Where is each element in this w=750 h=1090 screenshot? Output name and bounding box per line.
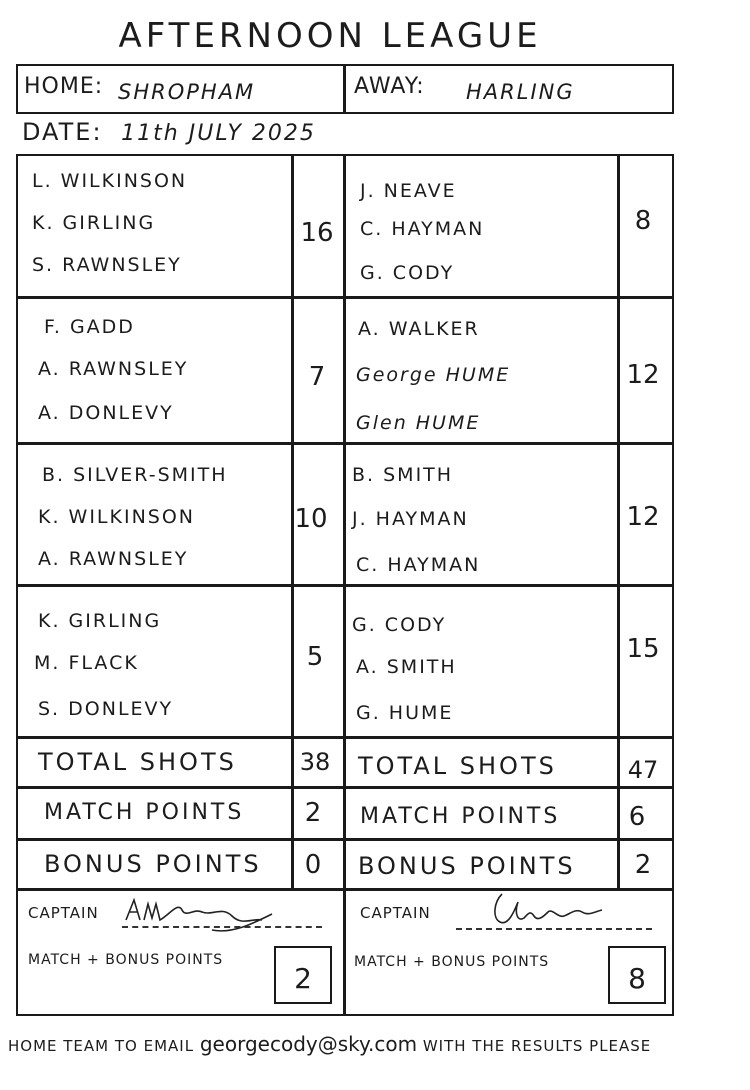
footer-text-after: WITH THE RESULTS PLEASE — [417, 1037, 652, 1055]
match-date — [22, 118, 316, 146]
away-player: C. HAYMAN — [356, 554, 481, 576]
home-player: K. GIRLING — [32, 212, 156, 234]
home-bonus-points-label: BONUS POINTS — [44, 850, 262, 878]
home-player: A. RAWNSLEY — [38, 548, 189, 570]
away-bonus-points: 2 — [634, 850, 652, 880]
away-points-label: MATCH + BONUS POINTS — [354, 954, 550, 970]
away-rink-score: 8 — [634, 206, 652, 236]
home-final-points-value: 2 — [294, 962, 312, 995]
date-label: DATE: — [22, 118, 103, 146]
home-player: S. DONLEVY — [38, 698, 174, 720]
page-title: AFTERNOON LEAGUE — [118, 16, 542, 56]
home-team: SHROPHAM — [118, 80, 256, 104]
home-player: K. WILKINSON — [38, 506, 196, 528]
home-rink-score: 10 — [294, 504, 328, 534]
home-rink-score: 7 — [308, 362, 326, 392]
home-player: A. RAWNSLEY — [38, 358, 189, 380]
away-total-shots: 47 — [627, 756, 659, 784]
home-captain-signature — [122, 890, 302, 950]
away-match-points: 6 — [628, 802, 646, 832]
home-match-points-label: MATCH POINTS — [44, 800, 245, 825]
home-player: M. FLACK — [34, 652, 139, 674]
away-player: A. SMITH — [356, 656, 457, 678]
footer-text-before: HOME TEAM TO EMAIL — [8, 1037, 200, 1055]
footer-email: georgecody@sky.com — [199, 1032, 418, 1056]
away-player: J. NEAVE — [360, 180, 457, 202]
away-player: B. SMITH — [352, 464, 454, 486]
home-rink-score: 16 — [300, 218, 334, 248]
home-total-shots: 38 — [299, 748, 331, 776]
home-points-label: MATCH + BONUS POINTS — [28, 952, 224, 968]
away-final-points — [608, 946, 666, 1004]
away-bonus-points-label: BONUS POINTS — [358, 852, 576, 880]
away-rink-score: 12 — [626, 502, 660, 532]
home-rink-score: 5 — [306, 642, 324, 672]
home-final-points — [274, 946, 332, 1004]
home-player: K. GIRLING — [38, 610, 162, 632]
home-player: L. WILKINSON — [32, 170, 188, 192]
away-player: J. HAYMAN — [352, 508, 469, 530]
away-player: G. CODY — [360, 262, 455, 284]
home-player: A. DONLEVY — [38, 402, 174, 424]
away-player: C. HAYMAN — [360, 218, 485, 240]
home-total-shots-label: TOTAL SHOTS — [38, 748, 237, 776]
date-value: 11th JULY 2025 — [121, 121, 316, 146]
away-team: HARLING — [466, 80, 575, 104]
home-player: F. GADD — [44, 316, 135, 338]
home-player: S. RAWNSLEY — [32, 254, 182, 276]
home-label: HOME: — [24, 74, 104, 99]
home-bonus-points: 0 — [304, 850, 322, 880]
away-player: A. WALKER — [358, 318, 480, 340]
away-player: Glen HUME — [356, 412, 481, 434]
away-match-points-label: MATCH POINTS — [360, 804, 561, 829]
home-match-points: 2 — [304, 798, 322, 828]
away-player: George HUME — [356, 364, 511, 386]
away-rink-score: 15 — [626, 634, 660, 664]
away-label: AWAY: — [354, 74, 425, 99]
away-final-points-value: 8 — [628, 962, 646, 995]
footer-instructions — [8, 1032, 651, 1056]
away-captain-signature — [484, 888, 624, 938]
away-player: G. HUME — [356, 702, 454, 724]
away-player: G. CODY — [352, 614, 447, 636]
home-captain-label: CAPTAIN — [28, 904, 99, 922]
away-rink-score: 12 — [626, 360, 660, 390]
home-player: B. SILVER-SMITH — [42, 464, 228, 486]
away-captain-label: CAPTAIN — [360, 904, 431, 922]
away-total-shots-label: TOTAL SHOTS — [358, 752, 557, 780]
